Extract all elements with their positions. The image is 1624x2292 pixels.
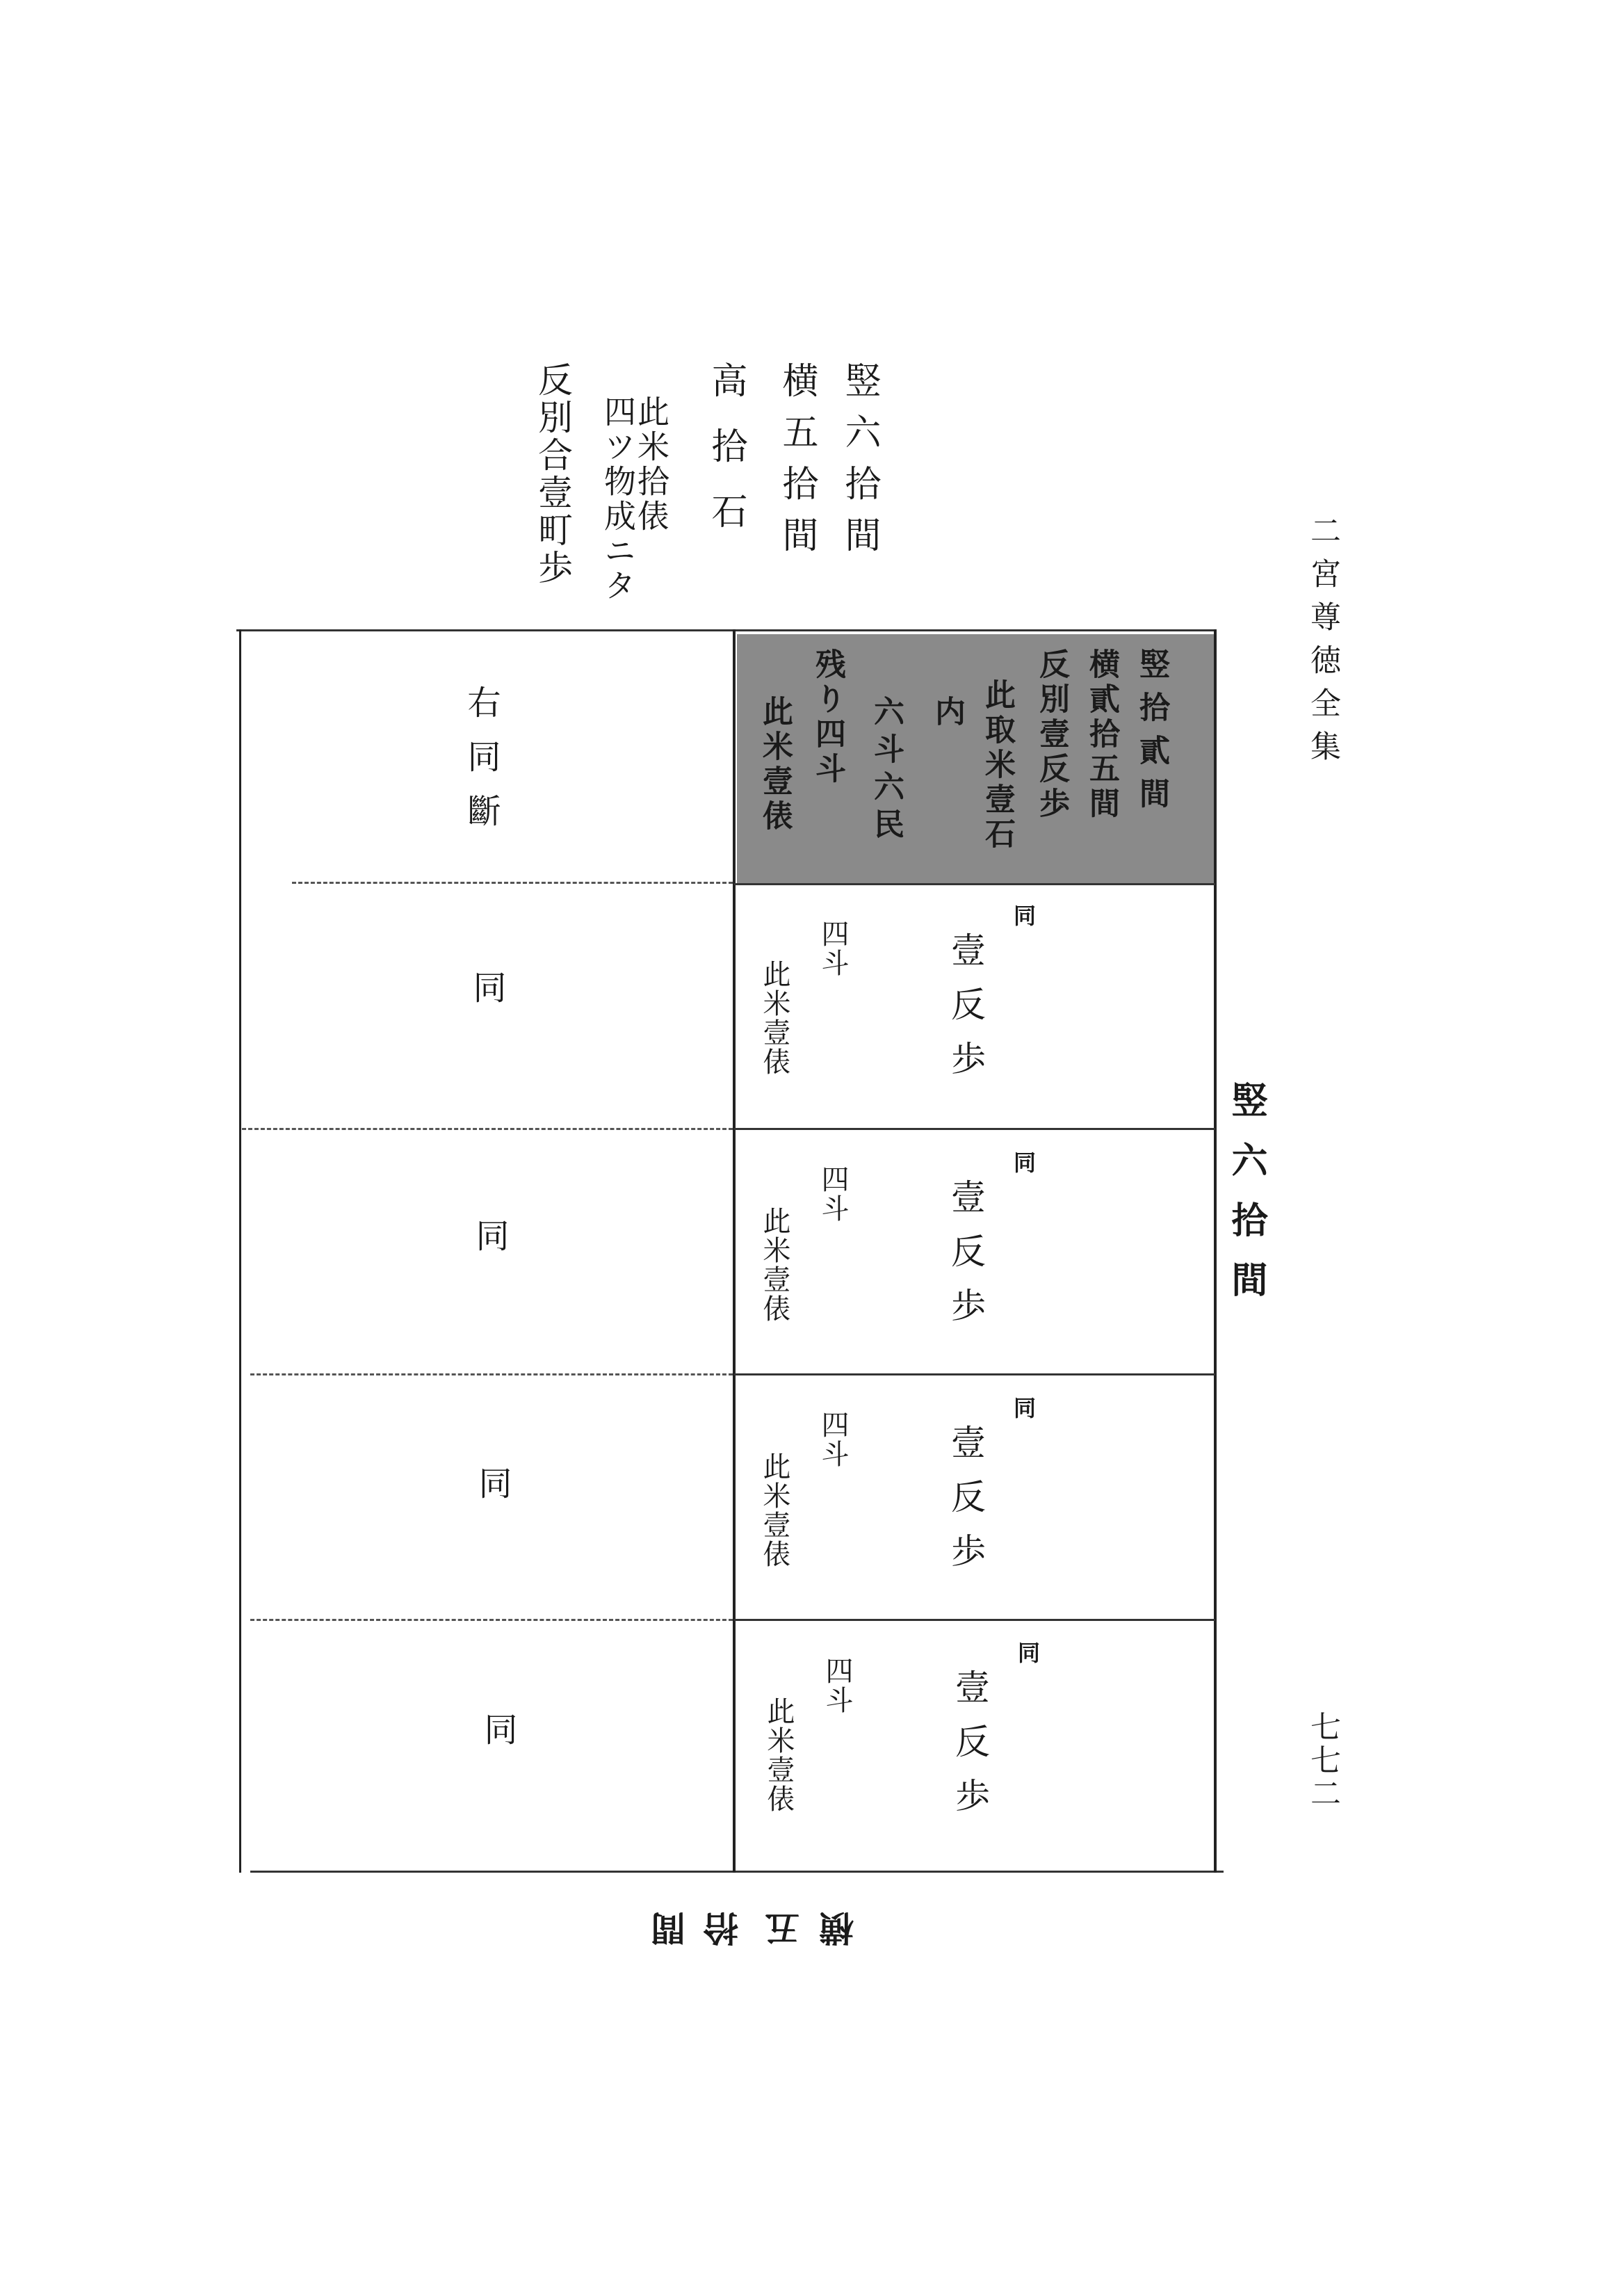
cell-amount: 四斗 [821,1656,853,1715]
shaded-line-5: 内 [929,695,965,730]
table-right-border [1214,629,1217,1873]
bottom-label-char: 間 [651,1907,685,1948]
cell-area: 壹反歩 [950,1669,990,1832]
left-cell-text: 同 [478,1712,517,1745]
table-bottom-border [250,1871,1224,1873]
right-row-divider [734,883,1215,885]
page-number: 七七二 [1305,1711,1340,1811]
top-line-2: 横五拾間 [776,362,818,567]
left-cell-text: 同 [467,970,506,1003]
bottom-label-char: 拾 [704,1907,738,1948]
table-top-border [236,629,1215,631]
shaded-line-7: 残り四斗 [810,648,845,787]
shaded-line-3: 反別壹反歩 [1034,648,1069,822]
top-line-1: 竪六拾間 [838,362,880,567]
cell-rice: 此米壹俵 [763,1697,795,1814]
cell-rice: 此米壹俵 [758,1206,790,1323]
book-title: 二宮尊徳全集 [1305,515,1340,773]
cell-amount: 四斗 [817,1165,849,1223]
side-label: 竪六拾間 [1225,1081,1267,1321]
left-row-divider [292,882,733,884]
shaded-line-2: 横貳拾五間 [1084,648,1119,822]
cell-same-mark: 同 [1014,1641,1041,1663]
left-row-divider [242,1128,733,1130]
top-small-1: 此米拾俵 [633,395,670,534]
cell-rice: 此米壹俵 [758,1452,790,1569]
cell-area: 壹反歩 [945,1424,986,1587]
left-row-divider [250,1373,733,1375]
cell-same-mark: 同 [1010,904,1037,926]
left-cell-text: 同 [470,1218,509,1252]
shaded-line-6: 六斗六民 [868,695,904,846]
bottom-label-char: 五 [765,1907,799,1948]
left-cell-text: 同 [473,1466,512,1499]
cell-area: 壹反歩 [945,932,986,1095]
cell-area: 壹反歩 [945,1179,986,1341]
top-line-3: 高拾石 [705,362,747,558]
right-row-divider [734,1128,1215,1130]
cell-rice: 此米壹俵 [758,960,790,1076]
left-row-divider [250,1619,733,1621]
cell-amount: 四斗 [817,919,849,978]
shaded-line-4: 此取米壹石 [980,679,1015,853]
table-center-divider [733,629,736,1873]
shaded-line-8: 此米壹俵 [757,695,793,834]
right-row-divider [734,1619,1215,1621]
table-left-border [239,629,241,1873]
top-line-last: 反別合壹町歩 [533,362,573,587]
cell-amount: 四斗 [817,1410,849,1469]
bottom-label-char: 横 [819,1907,854,1948]
cell-same-mark: 同 [1010,1151,1037,1173]
shaded-line-1: 竪拾貳間 [1134,648,1169,821]
left-cell-text: 右同斷 [462,685,501,848]
right-row-divider [734,1373,1215,1375]
top-small-2: 四ツ物成ニタ [599,395,637,604]
cell-same-mark: 同 [1010,1396,1037,1419]
